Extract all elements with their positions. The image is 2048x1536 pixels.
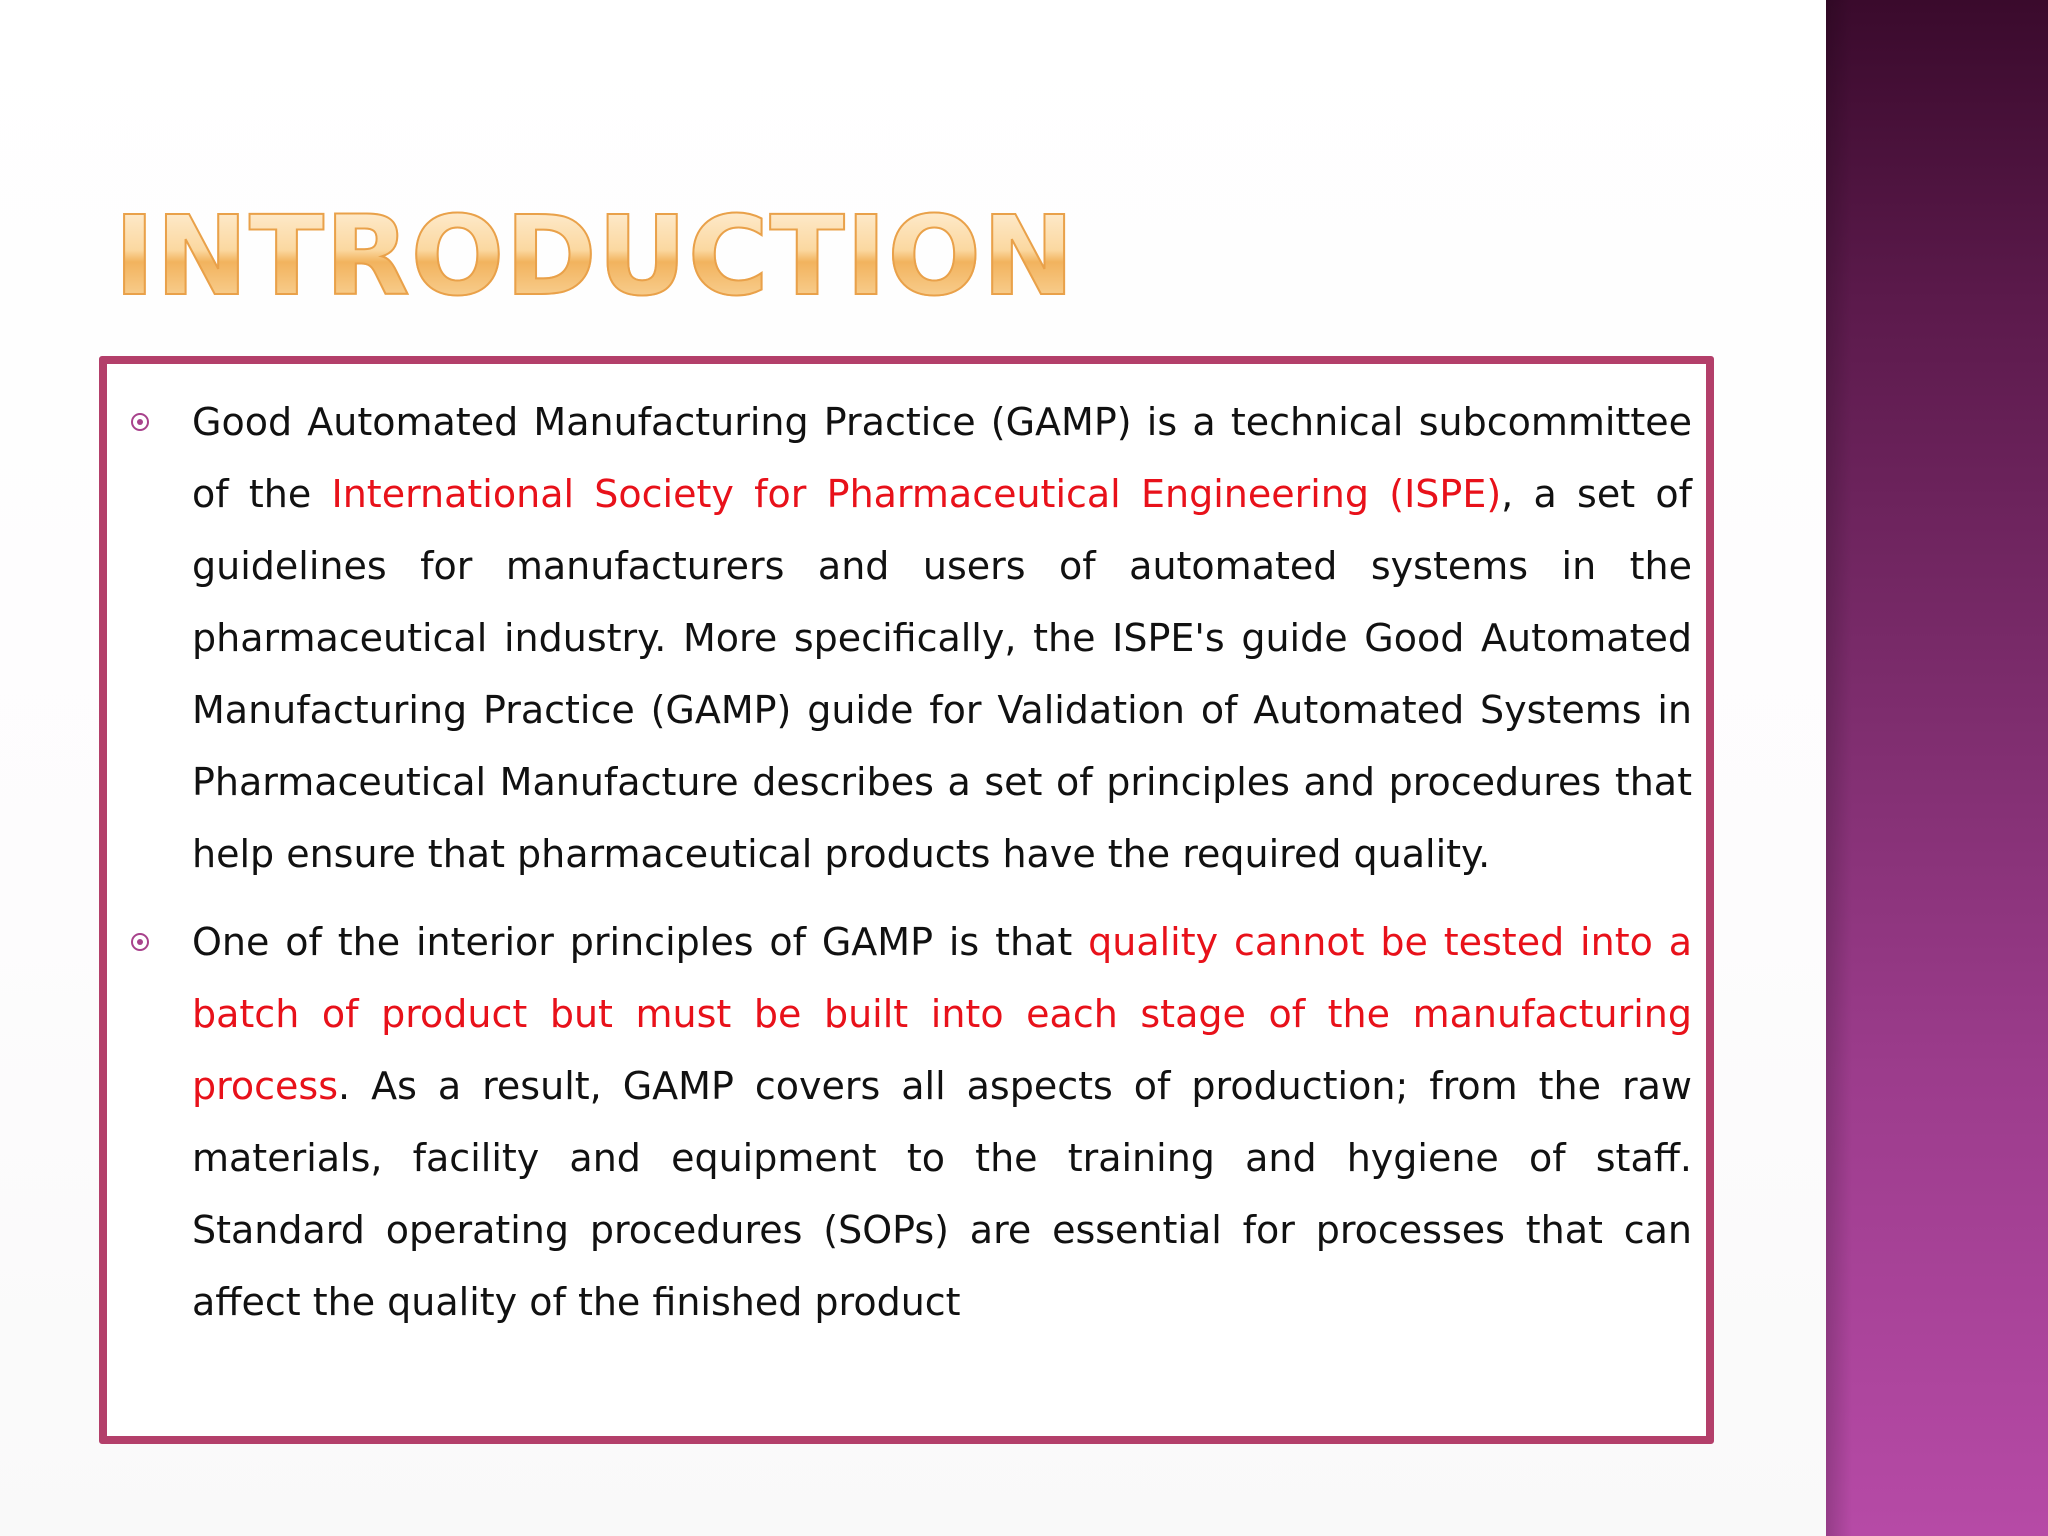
bullet-text-part: . As a result, GAMP covers all aspects of production; from the raw materials, facility and equipment to the training and hygiene of staff. Standard operating procedures (SOPs) are essential for processes that can affect the quality of the finished product [192, 1064, 1692, 1324]
bullet-text-part: , a set of guidelines for manufacturers and users of automated systems in the pharmaceutical industry. More specifically, the ISPE's guide Good Automated Manufacturing Practice (GAMP) guide for Validation of Automated Systems in Pharmaceutical Manufacture describes a set of principles and procedures that help ensure that pharmaceutical products have the required quality. [192, 472, 1692, 876]
bullet-circle-icon [131, 933, 149, 951]
content-box [99, 356, 1714, 1444]
ispe-highlight: International Society for Pharmaceutical Engineering (ISPE) [331, 472, 1502, 516]
quality-principle-highlight: quality cannot be tested into a batch of product but must be built into each stage of the manufacturing process [192, 920, 1692, 1108]
bullet-circle-icon [131, 413, 149, 431]
slide-title: INTRODUCTION [114, 192, 1076, 320]
bullet-item-gamp-principle [107, 906, 1706, 1338]
side-decorative-band [1826, 0, 2048, 1536]
bullet-item-gamp-definition [107, 386, 1706, 890]
bullet-text-part: Good Automated Manufacturing Practice (GAMP) is a technical subcommittee of the [192, 400, 1692, 516]
bullet-list [107, 386, 1706, 1354]
bullet-text-part: One of the interior principles of GAMP is that [192, 920, 1089, 964]
